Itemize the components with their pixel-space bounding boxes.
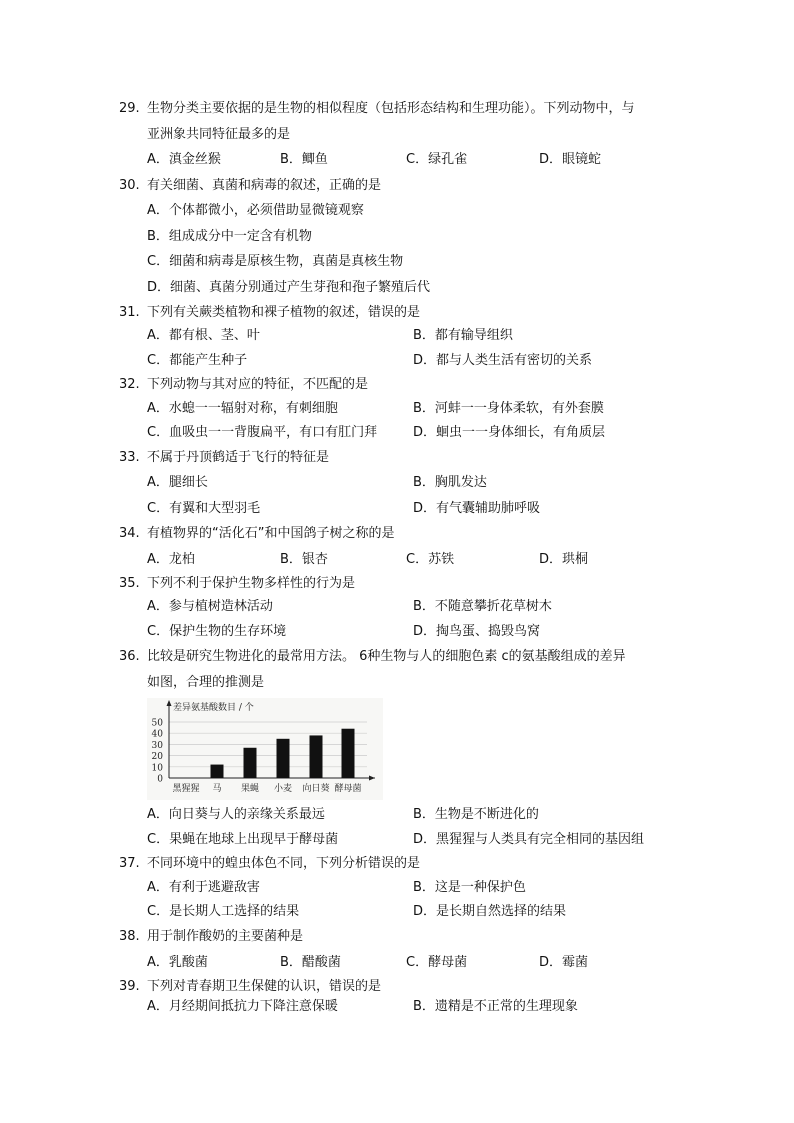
answer-option: A．个体都微小，必须借助显微镜观察 xyxy=(147,203,364,218)
answer-option: B．不随意攀折花草树木 xyxy=(413,599,552,614)
answer-option: B．醋酸菌 xyxy=(280,955,341,970)
answer-option: B．银杏 xyxy=(280,552,328,567)
answer-option: C．都能产生种子 xyxy=(147,353,248,368)
answer-option: D．细菌、真菌分别通过产生芽孢和孢子繁殖后代 xyxy=(147,280,431,295)
x-tick-label: 酵母菌 xyxy=(334,784,362,794)
answer-option: D．眼镜蛇 xyxy=(539,152,602,167)
answer-option: D．掏鸟蛋、捣毁鸟窝 xyxy=(413,624,541,639)
question-stem: 不属于丹顶鹤适于飞行的特征是 xyxy=(147,450,330,465)
answer-option: C．细菌和病毒是原核生物，真菌是真核生物 xyxy=(147,254,404,269)
question-stem: 下列有关蕨类植物和裸子植物的叙述，错误的是 xyxy=(147,305,421,320)
question-stem: 比较是研究生物进化的最常用方法。 6种生物与人的细胞色素 c的氨基酸组成的差异 xyxy=(147,649,626,664)
question-number: 33. xyxy=(119,450,140,465)
question-stem: 有关细菌、真菌和病毒的叙述，正确的是 xyxy=(147,178,382,193)
answer-option: A．乳酸菌 xyxy=(147,955,208,970)
answer-option: A．腿细长 xyxy=(147,475,208,490)
answer-option: B．生物是不断进化的 xyxy=(413,807,539,822)
y-tick-label: 30 xyxy=(151,740,163,751)
y-tick-label: 10 xyxy=(151,763,163,774)
answer-option: B．都有输导组织 xyxy=(413,328,513,343)
answer-option: B．这是一种保护色 xyxy=(413,880,526,895)
question-number: 37. xyxy=(119,856,140,871)
question-stem: 不同环境中的蝗虫体色不同，下列分析错误的是 xyxy=(147,856,421,871)
answer-option: D．是长期自然选择的结果 xyxy=(413,904,567,919)
answer-option: C．保护生物的生存环境 xyxy=(147,624,287,639)
question-number: 30. xyxy=(119,178,140,193)
answer-option: A．龙柏 xyxy=(147,552,195,567)
question-stem: 有植物界的“活化石”和中国鸽子树之称的是 xyxy=(147,526,395,541)
answer-option: D．有气囊辅助肺呼吸 xyxy=(413,501,541,516)
bar-2 xyxy=(244,748,257,778)
answer-option: C．苏铁 xyxy=(406,552,455,567)
answer-option: C．酵母菌 xyxy=(406,955,468,970)
question-number: 35. xyxy=(119,576,140,591)
question-stem: 亚洲象共同特征最多的是 xyxy=(147,127,291,142)
answer-option: C．有翼和大型羽毛 xyxy=(147,501,261,516)
answer-option: C．血吸虫一一背腹扁平，有口有肛门拜 xyxy=(147,425,378,440)
question-number: 39. xyxy=(119,979,140,994)
x-tick-label: 黑猩猩 xyxy=(172,784,200,794)
y-axis-label: 差异氨基酸数目 / 个 xyxy=(173,703,254,713)
answer-option: A．向日葵与人的亲缘关系最远 xyxy=(147,807,325,822)
y-tick-label: 0 xyxy=(157,774,163,785)
answer-option: D．都与人类生活有密切的关系 xyxy=(413,353,593,368)
question-number: 32. xyxy=(119,377,140,392)
x-tick-label: 小麦 xyxy=(273,784,293,794)
x-tick-label: 向日葵 xyxy=(302,784,330,794)
answer-option: C．是长期人工选择的结果 xyxy=(147,904,300,919)
answer-option: D．蛔虫一一身体细长，有角质层 xyxy=(413,425,606,440)
answer-option: A．滇金丝猴 xyxy=(147,152,221,167)
question-stem: 生物分类主要依据的是生物的相似程度（包括形态结构和生理功能）。下列动物中，与 xyxy=(147,101,635,116)
question-number: 29. xyxy=(119,101,140,116)
answer-option: A．月经期间抵抗力下降注意保暖 xyxy=(147,999,338,1014)
question-number: 31. xyxy=(119,305,140,320)
x-tick-label: 果蝇 xyxy=(240,784,260,794)
question-stem: 用于制作酸奶的主要菌种是 xyxy=(147,929,304,944)
question-number: 34. xyxy=(119,526,140,541)
bar-4 xyxy=(310,735,323,778)
answer-option: A．参与植树造林活动 xyxy=(147,599,273,614)
answer-option: C．绿孔雀 xyxy=(406,152,468,167)
answer-option: D．珙桐 xyxy=(539,552,589,567)
question-stem: 下列对青春期卫生保健的认识，错误的是 xyxy=(147,979,382,994)
question-stem: 下列动物与其对应的特征，不匹配的是 xyxy=(147,377,369,392)
y-tick-label: 40 xyxy=(151,729,163,740)
y-tick-label: 20 xyxy=(151,752,163,763)
bar-3 xyxy=(277,739,290,778)
question-stem: 下列不利于保护生物多样性的行为是 xyxy=(147,576,356,591)
answer-option: D．黑猩猩与人类具有完全相同的基因组 xyxy=(413,832,645,847)
question-number: 36. xyxy=(119,649,140,664)
bar-5 xyxy=(342,729,355,778)
answer-option: B．组成成分中一定含有机物 xyxy=(147,229,312,244)
answer-option: D．霉菌 xyxy=(539,955,589,970)
answer-option: C．果蝇在地球上出现早于酵母菌 xyxy=(147,832,339,847)
question-stem: 如图，合理的推测是 xyxy=(147,675,265,690)
answer-option: B．鲫鱼 xyxy=(280,152,328,167)
answer-option: B．遗精是不正常的生理现象 xyxy=(413,999,578,1014)
x-tick-label: 马 xyxy=(212,784,222,794)
answer-option: A．水螅一一辐射对称，有刺细胞 xyxy=(147,401,338,416)
y-tick-label: 50 xyxy=(151,718,163,729)
answer-option: A．有利于逃避敌害 xyxy=(147,880,260,895)
amino-acid-difference-chart xyxy=(147,698,383,800)
y-axis-arrow xyxy=(167,700,172,706)
answer-option: B．河蚌一一身体柔软，有外套膜 xyxy=(413,401,604,416)
answer-option: B．胸肌发达 xyxy=(413,475,487,490)
question-number: 38. xyxy=(119,929,140,944)
x-axis-arrow xyxy=(369,776,375,781)
answer-option: A．都有根、茎、叶 xyxy=(147,328,260,343)
bar-1 xyxy=(211,765,224,778)
